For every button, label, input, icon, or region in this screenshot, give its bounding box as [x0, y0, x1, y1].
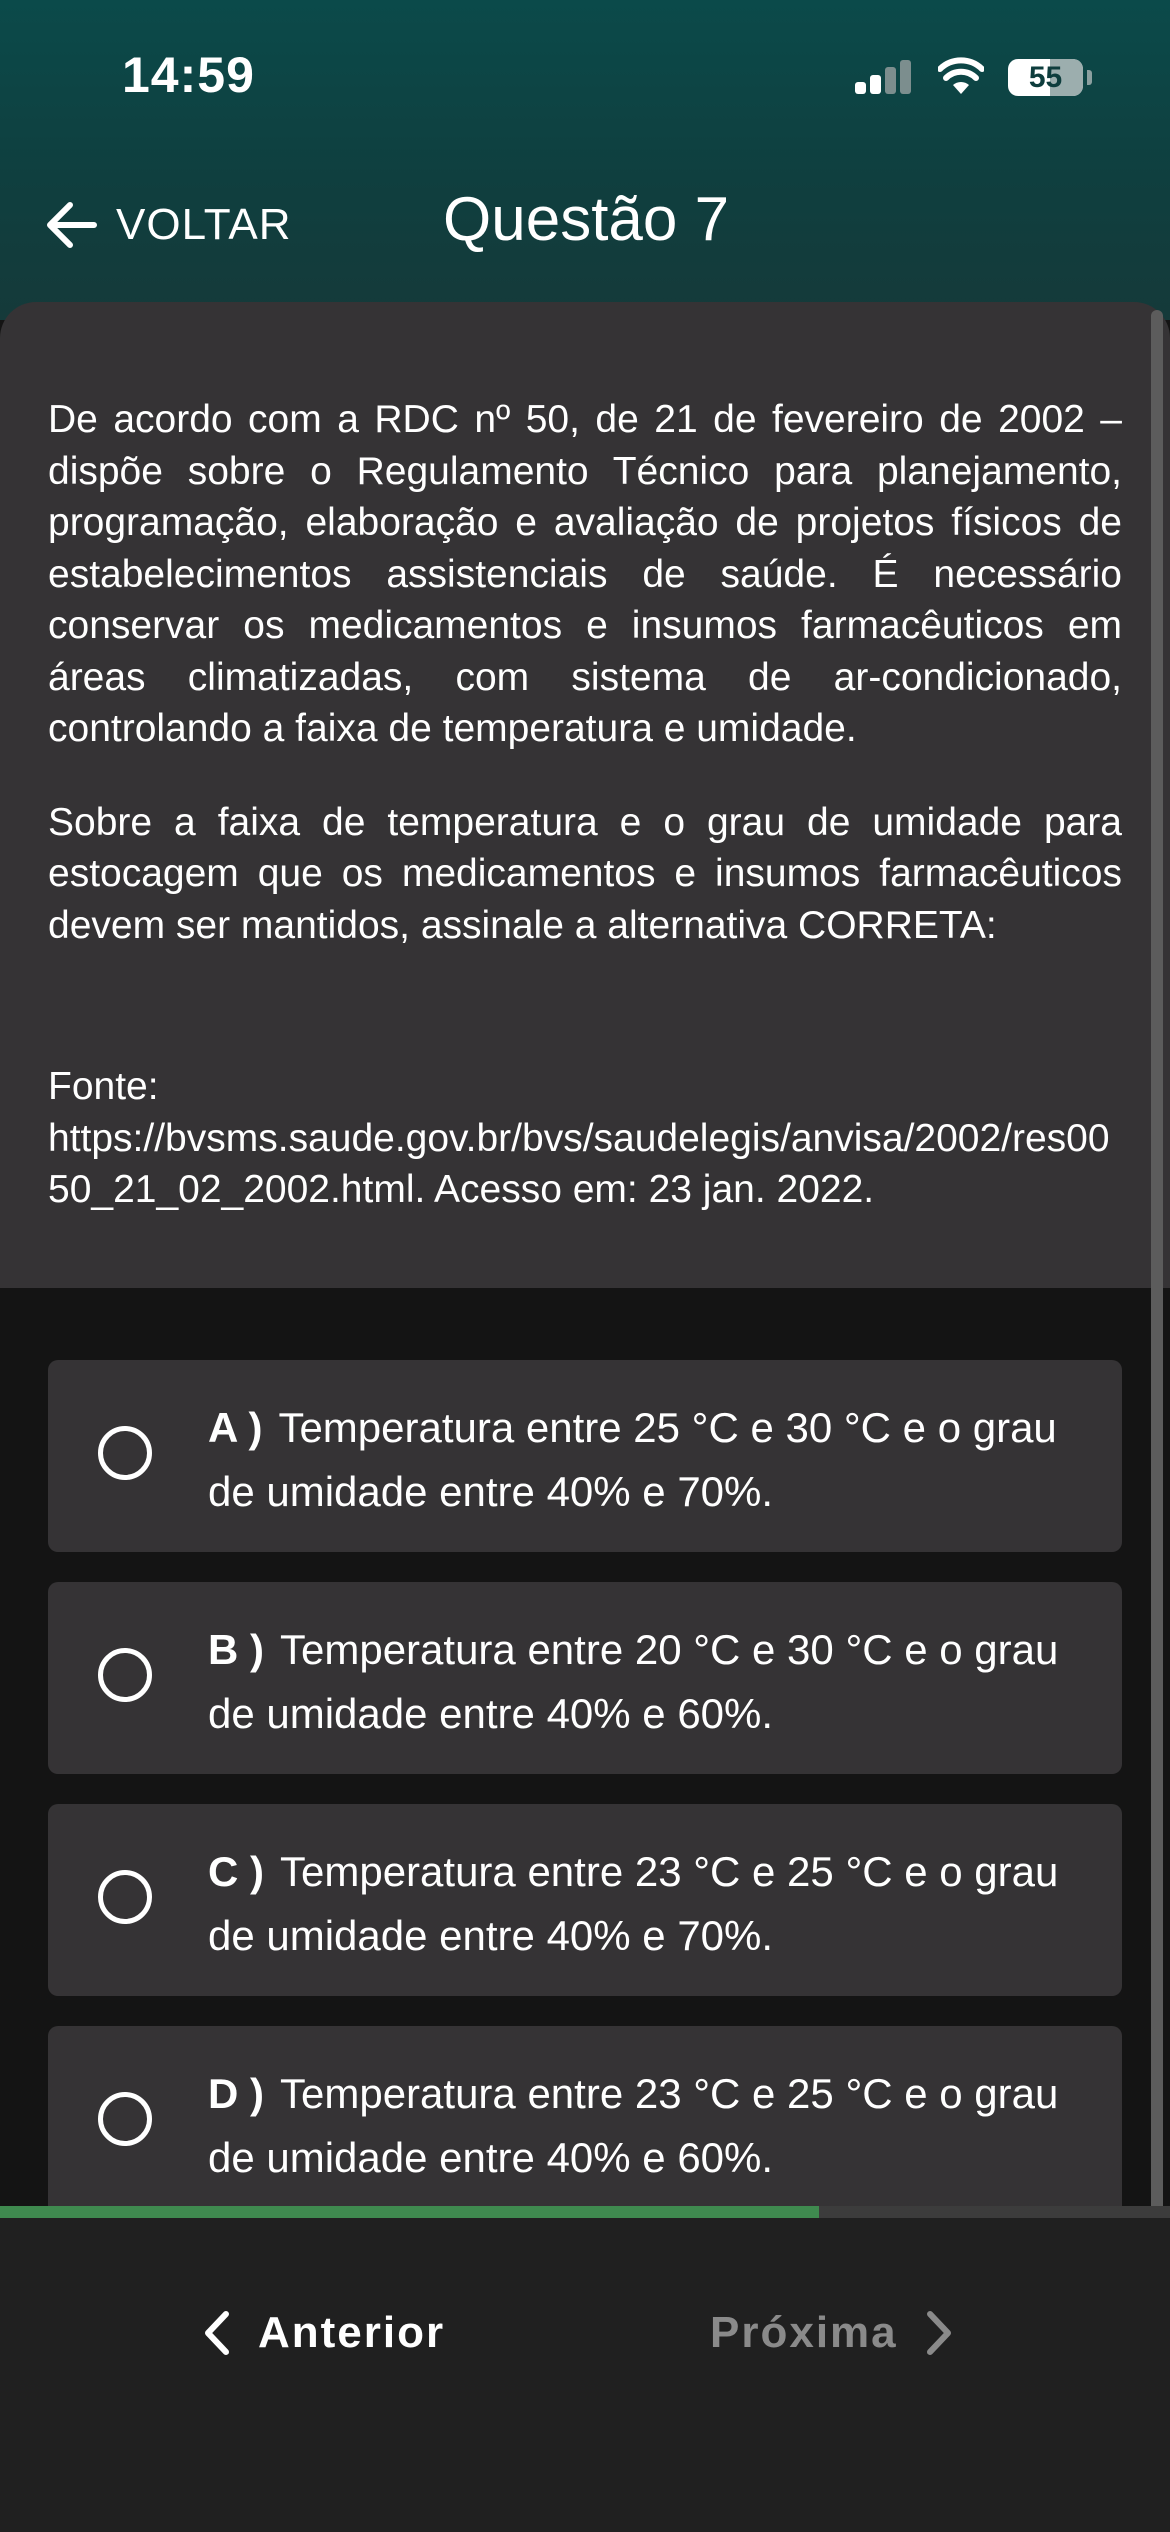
option-label: Temperatura entre 23 °C e 25 °C e o grau de umidade entre 40% e 60%. — [208, 2070, 1059, 2181]
question-card — [0, 302, 1170, 1288]
question-paragraph-2: Sobre a faixa de temperatura e o grau de umidade para estocagem que os medicamentos e insumos farmacêuticos devem ser mantidos, assinale a alternativa CORRETA: — [48, 800, 1122, 947]
option-text — [208, 2062, 1088, 2190]
header-background — [0, 0, 1170, 320]
option-c[interactable] — [48, 1804, 1122, 1996]
options-list — [48, 1360, 1122, 2206]
radio-button-c[interactable] — [98, 1870, 152, 1924]
option-b[interactable] — [48, 1582, 1122, 1774]
progress-bar — [0, 2206, 1170, 2218]
option-letter: B ) — [208, 1626, 264, 1673]
scrollbar[interactable] — [1151, 310, 1163, 2290]
back-button[interactable] — [44, 190, 292, 260]
status-time: 14:59 — [122, 47, 255, 103]
source-label: Fonte: — [48, 1065, 159, 1108]
previous-button[interactable] — [200, 2288, 445, 2378]
option-letter: A ) — [208, 1404, 263, 1451]
next-button[interactable] — [710, 2288, 956, 2378]
option-text — [208, 1840, 1088, 1968]
option-label: Temperatura entre 20 °C e 30 °C e o grau de umidade entre 40% e 60%. — [208, 1626, 1059, 1737]
bottom-nav — [0, 2218, 1170, 2532]
previous-label: Anterior — [258, 2308, 446, 2357]
chevron-left-icon — [200, 2308, 234, 2358]
signal-icon — [855, 60, 915, 94]
battery-level: 55 — [1028, 61, 1063, 94]
question-source — [48, 1061, 1122, 1216]
top-nav — [0, 170, 1170, 280]
status-bar — [0, 0, 1170, 150]
source-url: https://bvsms.saude.gov.br/bvs/saudelegis/anvisa/2002/res0050_21_02_2002.html. Acesso em: 23 jan. 2022. — [48, 1116, 1110, 1211]
next-label: Próxima — [710, 2308, 898, 2357]
option-label: Temperatura entre 25 °C e 30 °C e o grau de umidade entre 40% e 70%. — [208, 1404, 1057, 1515]
page-title: Questão 7 — [443, 185, 730, 254]
back-label: VOLTAR — [116, 200, 292, 249]
question-paragraph-1: De acordo com a RDC nº 50, de 21 de fevereiro de 2002 – dispõe sobre o Regulamento Técnico para planejamento, programação, elaboração e avaliação de projetos físicos de estabelecimentos assistenciais de saúde. É necessário conservar os medicamentos e insumos farmacêuticos em áreas climatizadas, com sistema de ar-condicionado, controlando a faixa de temperatura e umidade. — [48, 398, 1122, 750]
option-letter: D ) — [208, 2070, 264, 2117]
option-a[interactable] — [48, 1360, 1122, 1552]
radio-button-a[interactable] — [98, 1426, 152, 1480]
option-text — [208, 1396, 1088, 1524]
wifi-icon — [938, 56, 984, 94]
question-text — [48, 394, 1122, 1258]
option-text — [208, 1618, 1088, 1746]
battery-icon — [1008, 59, 1083, 96]
radio-button-b[interactable] — [98, 1648, 152, 1702]
radio-button-d[interactable] — [98, 2092, 152, 2146]
chevron-right-icon — [922, 2308, 956, 2358]
arrow-left-icon — [44, 197, 100, 253]
battery-tip — [1087, 70, 1092, 85]
option-letter: C ) — [208, 1848, 264, 1895]
option-label: Temperatura entre 23 °C e 25 °C e o grau de umidade entre 40% e 70%. — [208, 1848, 1059, 1959]
progress-fill — [0, 2206, 819, 2218]
option-d[interactable] — [48, 2026, 1122, 2206]
